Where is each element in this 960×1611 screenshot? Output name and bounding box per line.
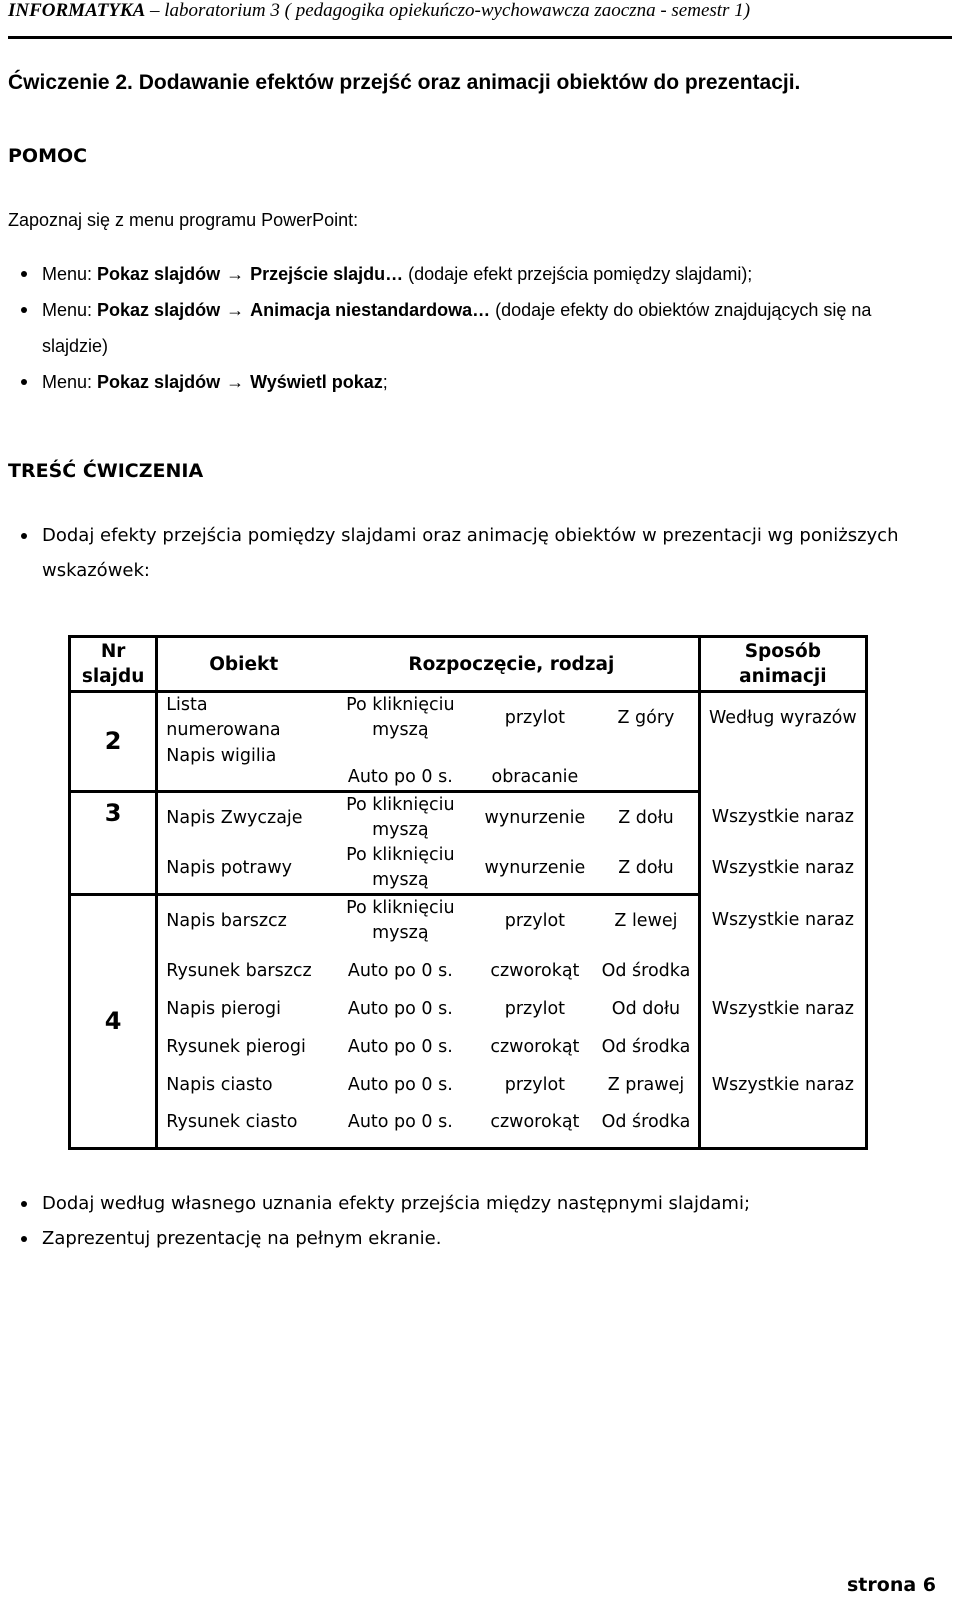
cell-start: Auto po 0 s. xyxy=(347,1111,453,1132)
help-intro: Zapoznaj się z menu programu PowerPoint: xyxy=(8,210,359,230)
cell-object: Napis potrawy xyxy=(166,857,292,878)
list-item xyxy=(0,292,940,364)
cell-direction: Z dołu xyxy=(618,857,674,878)
menu-command: Animacja niestandardowa… xyxy=(250,300,491,320)
menu-command: Wyświetl pokaz xyxy=(250,372,383,392)
list-item: Zaprezentuj prezentację na pełnym ekranie. xyxy=(0,1221,940,1256)
cell-mode: Wszystkie naraz xyxy=(699,996,866,1022)
header-subtitle: – laboratorium 3 ( pedagogika opiekuńczo-wychowawcza zaoczna - semestr 1) xyxy=(145,0,751,21)
cell-object: Rysunek barszcz xyxy=(166,960,312,981)
menu-note: (dodaje efekt przejścia pomiędzy slajdami); xyxy=(403,264,753,284)
menu-prefix: Menu: xyxy=(42,300,98,320)
cell-mode: Wszystkie naraz xyxy=(699,1072,866,1098)
exercise-heading: TREŚĆ ĆWICZENIA xyxy=(8,460,204,482)
list-item: Dodaj według własnego uznania efekty przejścia między następnymi slajdami; xyxy=(0,1186,940,1221)
cell-type: przylot xyxy=(476,895,595,947)
menu-name: Pokaz slajdów xyxy=(97,300,221,320)
cell-object: Napis Zwyczaje xyxy=(157,792,325,844)
cell-direction: Od środka xyxy=(601,1111,691,1132)
cell-start: Po kliknięciu myszą xyxy=(346,845,455,890)
cell-direction: Z góry xyxy=(617,707,675,728)
menu-help-list xyxy=(0,256,940,400)
cell-slide: 4 xyxy=(70,895,157,1149)
cell-type: przylot xyxy=(504,1074,566,1095)
cell-slide: 3 xyxy=(70,792,157,895)
header-object: Obiekt xyxy=(157,637,325,692)
cell-start: Auto po 0 s. xyxy=(347,998,453,1019)
header-mode: Sposób animacji xyxy=(699,637,866,692)
table-row xyxy=(70,744,867,792)
cell-type: wynurzenie xyxy=(476,792,595,844)
table-header-row xyxy=(70,637,867,692)
cell-object: Lista numerowana xyxy=(166,695,281,741)
cell-mode xyxy=(699,946,866,996)
cell-mode xyxy=(699,744,866,792)
cell-mode: Wszystkie naraz xyxy=(699,895,866,947)
cell-mode: Wszystkie naraz xyxy=(699,792,866,844)
list-item xyxy=(0,256,940,292)
cell-direction: Z prawej xyxy=(607,1074,685,1095)
cell-type: wynurzenie xyxy=(484,857,586,878)
arrow-right-icon: → xyxy=(226,300,245,320)
arrow-right-icon: → xyxy=(226,264,245,284)
cell-start: Po kliknięciu myszą xyxy=(325,895,475,947)
page-header xyxy=(8,0,952,39)
table-row xyxy=(70,1022,867,1072)
menu-prefix: Menu: xyxy=(42,372,98,392)
page-number: strona 6 xyxy=(847,1574,936,1596)
cell-start: Po kliknięciu myszą xyxy=(346,695,455,741)
cell-slide: 2 xyxy=(70,692,157,792)
cell-object: Napis barszcz xyxy=(157,895,325,947)
cell-type: czworokąt xyxy=(490,1036,580,1057)
cell-object: Napis pierogi xyxy=(166,998,281,1019)
cell-mode: Według wyrazów xyxy=(699,692,866,744)
menu-name: Pokaz slajdów xyxy=(97,264,221,284)
cell-start: Auto po 0 s. xyxy=(347,1036,453,1057)
cell-mode xyxy=(699,1098,866,1148)
cell-object: Rysunek pierogi xyxy=(166,1036,306,1057)
cell-object: Napis ciasto xyxy=(166,1074,273,1095)
animation-table xyxy=(68,635,868,1150)
header-brand: INFORMATYKA xyxy=(8,0,146,21)
cell-type: obracanie xyxy=(491,767,579,787)
table-row xyxy=(70,843,867,895)
menu-name: Pokaz slajdów xyxy=(97,372,221,392)
cell-start: Auto po 0 s. xyxy=(347,767,453,787)
exercise-title: Ćwiczenie 2. Dodawanie efektów przejść oraz animacji obiektów do prezentacji. xyxy=(8,71,801,94)
table-row xyxy=(70,1072,867,1098)
cell-direction: Z dołu xyxy=(594,792,699,844)
cell-type: przylot xyxy=(504,998,566,1019)
menu-note: (dodaje efekty do obiektów znajdujących się na slajdzie) xyxy=(42,300,872,356)
task-list xyxy=(0,518,940,588)
cell-type: czworokąt xyxy=(490,960,580,981)
cell-object: Rysunek ciasto xyxy=(166,1111,298,1132)
header-start: Rozpoczęcie, rodzaj xyxy=(325,637,699,692)
table-row xyxy=(70,1098,867,1148)
arrow-right-icon: → xyxy=(226,372,245,392)
cell-start: Auto po 0 s. xyxy=(347,960,453,981)
cell-mode xyxy=(699,1022,866,1072)
table-row xyxy=(70,996,867,1022)
header-slide: Nr slajdu xyxy=(70,637,157,692)
cell-direction: Od środka xyxy=(601,1036,691,1057)
cell-type: przylot xyxy=(504,707,566,728)
help-heading: POMOC xyxy=(8,145,88,167)
menu-note: ; xyxy=(382,372,388,392)
cell-type: czworokąt xyxy=(490,1111,580,1132)
cell-start: Auto po 0 s. xyxy=(347,1074,453,1095)
cell-start: Po kliknięciu myszą xyxy=(325,792,475,844)
cell-object: Napis wigilia xyxy=(166,745,277,766)
table-row xyxy=(70,792,867,844)
table-row xyxy=(70,895,867,947)
menu-command: Przejście slajdu… xyxy=(250,264,404,284)
table-row xyxy=(70,946,867,996)
table-row xyxy=(70,692,867,744)
list-item xyxy=(0,364,940,400)
cell-direction: Od dołu xyxy=(611,998,681,1019)
cell-direction: Z lewej xyxy=(594,895,699,947)
list-item: Dodaj efekty przejścia pomiędzy slajdami oraz animację obiektów w prezentacji wg poniższych wskazówek: xyxy=(0,518,940,588)
cell-direction xyxy=(594,744,699,792)
cell-direction: Od środka xyxy=(601,960,691,981)
final-task-list xyxy=(0,1186,940,1256)
menu-prefix: Menu: xyxy=(42,264,98,284)
cell-mode: Wszystkie naraz xyxy=(699,843,866,895)
